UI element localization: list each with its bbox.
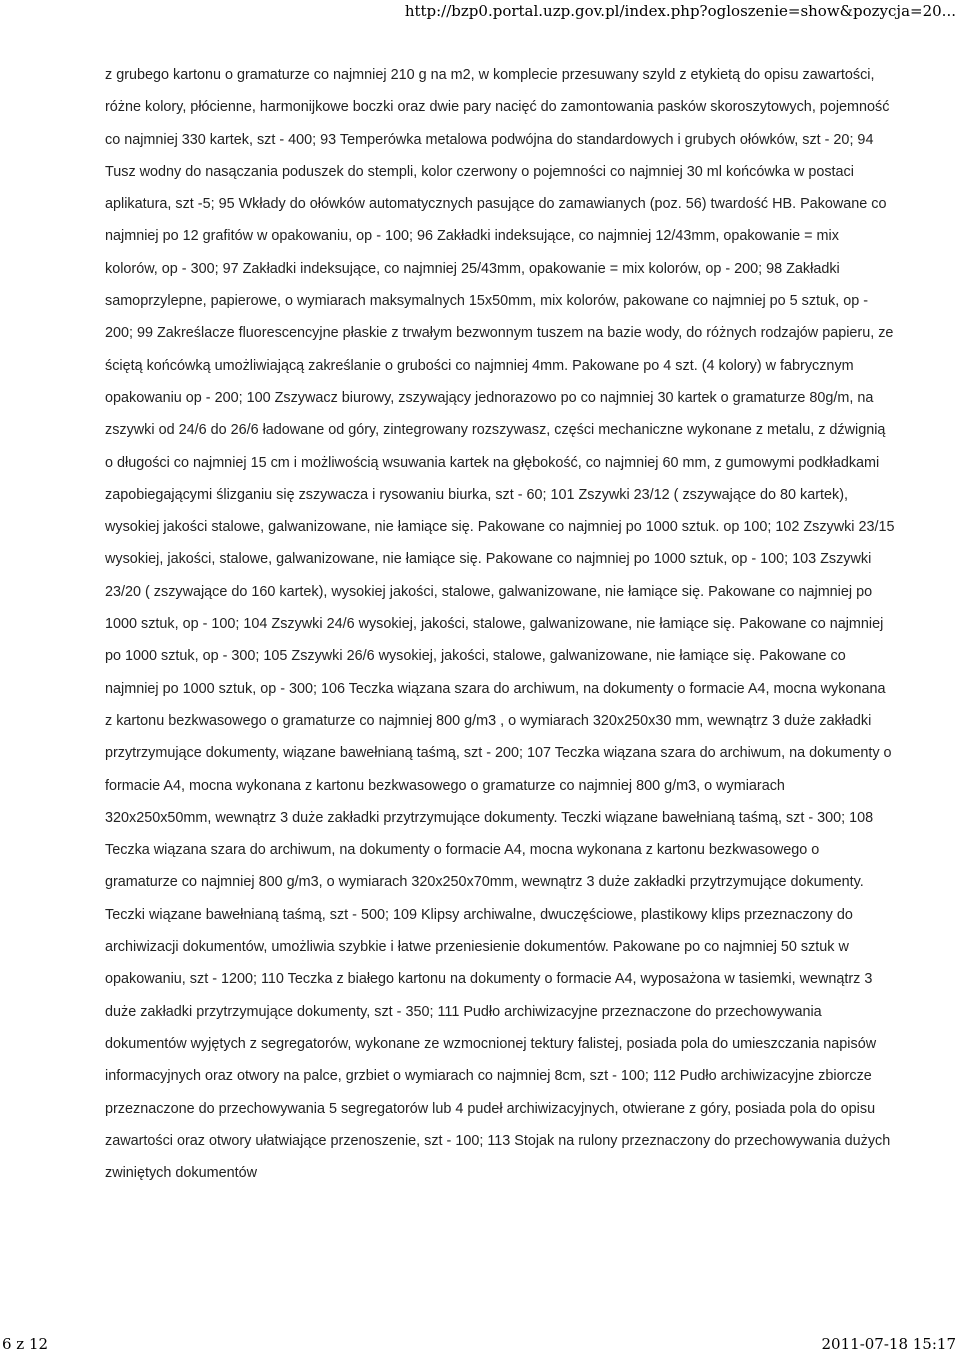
page-footer: [0, 1333, 960, 1357]
print-timestamp: 2011-07-18 15:17: [821, 1335, 956, 1353]
page-number: 6 z 12: [2, 1335, 49, 1353]
body-paragraph: z grubego kartonu o gramaturze co najmniej 210 g na m2, w komplecie przesuwany szyld z etykietą do opisu zawartości, różne kolory, płócienne, harmonijkowe boczki oraz dwie pary nacięć do zamontowania pasków skoroszytowych, pojemność co najmniej 330 kartek, szt - 400; 93 Temperówka metalowa podwójna do standardowych i grubych ołówków, szt - 20; 94 Tusz wodny do nasączania poduszek do stempli, kolor czerwony o pojemności co najmniej 30 ml końcówka w postaci aplikatura, szt -5; 95 Wkłady do ołówków automatycznych pasujące do zamawianych (poz. 56) twardość HB. Pakowane co najmniej po 12 grafitów w opakowaniu, op - 100; 96 Zakładki indeksujące, co najmniej 12/43mm, opakowanie = mix kolorów, op - 300; 97 Zakładki indeksujące, co najmniej 25/43mm, opakowanie = mix kolorów, op - 200; 98 Zakładki samoprzylepne, papierowe, o wymiarach maksymalnych 15x50mm, mix kolorów, pakowane co najmniej po 5 sztuk, op - 200; 99 Zakreślacze fluorescencyjne płaskie z trwałym bezwonnym tuszem na bazie wody, do różnych rodzajów papieru, ze ściętą końcówką umożliwiającą zakreślanie o grubości co najmniej 4mm. Pakowane po 4 szt. (4 kolory) w fabrycznym opakowaniu op - 200; 100 Zszywacz biurowy, zszywający jednorazowo po co najmniej 30 kartek o gramaturze 80g/m, na zszywki od 24/6 do 26/6 ładowane od góry, zintegrowany rozszywasz, części mechaniczne wykonane z metalu, z dźwignią o długości co najmniej 15 cm i możliwością wsuwania kartek na głębokość, co najmniej 60 mm, z gumowymi podkładkami zapobiegającymi ślizganiu się zszywacza i rysowaniu biurka, szt - 60; 101 Zszywki 23/12 ( zszywające do 80 kartek), wysokiej jakości stalowe, galwanizowane, nie łamiące się. Pakowane co najmniej po 1000 sztuk. op 100; 102 Zszywki 23/15 wysokiej, jakości, stalowe, galwanizowane, nie łamiące się. Pakowane co najmniej po 1000 sztuk, op - 100; 103 Zszywki 23/20 ( zszywające do 160 kartek), wysokiej jakości, stalowe, galwanizowane, nie łamiące się. Pakowane co najmniej po 1000 sztuk, op - 100; 104 Zszywki 24/6 wysokiej, jakości, stalowe, galwanizowane, nie łamiące się. Pakowane co najmniej po 1000 sztuk, op - 300; 105 Zszywki 26/6 wysokiej, jakości, stalowe, galwanizowane, nie łamiące się. Pakowane co najmniej po 1000 sztuk, op - 300; 106 Teczka wiązana szara do archiwum, na dokumenty o formacie A4, mocna wykonana z kartonu bezkwasowego o gramaturze co najmniej 800 g/m3 , o wymiarach 320x250x30 mm, wewnątrz 3 duże zakładki przytrzymujące dokumenty, wiązane bawełnianą taśmą, szt - 200; 107 Teczka wiązana szara do archiwum, na dokumenty o formacie A4, mocna wykonana z kartonu bezkwasowego o gramaturze co najmniej 800 g/m3, o wymiarach 320x250x50mm, wewnątrz 3 duże zakładki przytrzymujące dokumenty. Teczki wiązane bawełnianą taśmą, szt - 300; 108 Teczka wiązana szara do archiwum, na dokumenty o formacie A4, mocna wykonana z kartonu bezkwasowego o gramaturze co najmniej 800 g/m3, o wymiarach 320x250x70mm, wewnątrz 3 duże zakładki przytrzymujące dokumenty. Teczki wiązane bawełnianą taśmą, szt - 500; 109 Klipsy archiwalne, dwuczęściowe, plastikowy klips przeznaczony do archiwizacji dokumentów, umożliwia szybkie i łatwe przeniesienie dokumentów. Pakowane po co najmniej 50 sztuk w opakowaniu, szt - 1200; 110 Teczka z białego kartonu na dokumenty o formacie A4, wyposażona w tasiemki, wewnątrz 3 duże zakładki przytrzymujące dokumenty, szt - 350; 111 Pudło archiwizacyjne przeznaczone do przechowywania dokumentów wyjętych z segregatorów, wykonane ze wzmocnionej tektury falistej, posiada pola do umieszczania napisów informacyjnych oraz otwory na palce, grzbiet o wymiarach co najmniej 8cm, szt - 100; 112 Pudło archiwizacyjne zbiorcze przeznaczone do przechowywania 5 segregatorów lub 4 pudeł archiwizacyjnych, otwierane z góry, posiada pola do opisu zawartości oraz otwory ułatwiające przenoszenie, szt - 100; 113 Stojak na rulony przeznaczony do przechowywania dużych zwiniętych dokumentów: [105, 67, 895, 1182]
page-url: http://bzp0.portal.uzp.gov.pl/index.php?ogloszenie=show&pozycja=20...: [404, 2, 956, 20]
document-body: [105, 59, 895, 1189]
